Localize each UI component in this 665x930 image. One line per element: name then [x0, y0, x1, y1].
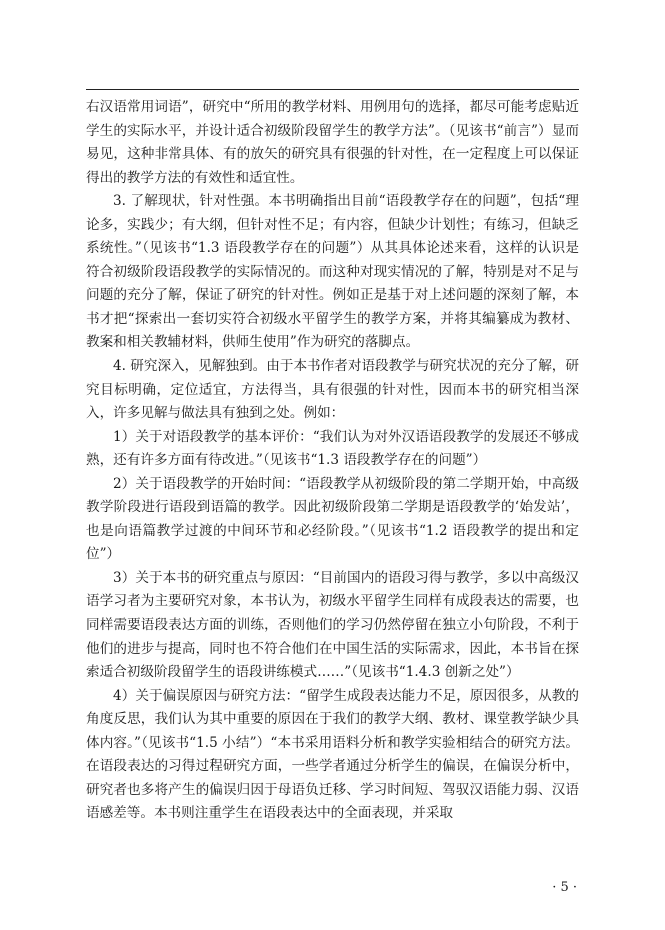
page-number: · 5 · [552, 880, 577, 895]
paragraph-item-3: 3）关于本书的研究重点与原因：“目前国内的语段习得与教学，多以中高级汉语学习者为主要研究对象，本书认为，初级水平留学生同样有成段表达的需要，也同样需要语段表达方面的训练，否则他们的学习仍然停留在独立小句阶段，不利于他们的进步与提高，同时也不符合他们在中国生活的实际需求，因此，本书旨在探索适合初级阶段留学生的语段讲练模式……”（见该书“1.4.3 创新之处”） [86, 569, 579, 681]
body-text [86, 96, 579, 826]
paragraph-item-1: 1）关于对语段教学的基本评价：“我们认为对外汉语语段教学的发展还不够成熟，还有许多方面有待改进。”（见该书“1.3 语段教学存在的问题”） [86, 428, 579, 469]
paragraph-continuation: 右汉语常用词语”，研究中“所用的教学材料、用例用句的选择，都尽可能考虑贴近学生的实际水平，并设计适合初级阶段留学生的教学方法”。（见该书“前言”）显而易见，这种非常具体、有的放矢的研究具有很强的针对性，在一定程度上可以保证得出的教学方法的有效性和适宜性。 [86, 99, 579, 186]
paragraph-point-3: 3. 了解现状，针对性强。本书明确指出目前“语段教学存在的问题”，包括“理论多，实践少；有大纲，但针对性不足；有内容，但缺少计划性；有练习，但缺乏系统性。”（见该书“1.3 语段教学存在的问题”）从其具体论述来看，这样的认识是符合初级阶段语段教学的实际情况的。而这种对现实情况的了解，特别是对不足与问题的充分了解，保证了研究的针对性。例如正是基于对上述问题的深刻了解，本书才把“探索出一套切实符合初级水平留学生的教学方案，并将其编纂成为教材、教案和相关教辅材料，供师生使用”作为研究的落脚点。 [86, 193, 579, 351]
paragraph-point-4: 4. 研究深入，见解独到。由于本书作者对语段教学与研究状况的充分了解，研究目标明确，定位适宜，方法得当，具有很强的针对性，因而本书的研究相当深入，许多见解与做法具有独到之处。例如： [86, 358, 579, 422]
paragraph-item-2: 2）关于语段教学的开始时间：“语段教学从初级阶段的第二学期开始，中高级教学阶段进行语段到语篇的教学。因此初级阶段第二学期是语段教学的‘始发站’，也是向语篇教学过渡的中间环节和必经阶段。”（见该书“1.2 语段教学的提出和定位”） [86, 475, 579, 563]
header-rule [86, 89, 579, 90]
paragraph-item-4: 4）关于偏误原因与研究方法：“留学生成段表达能力不足，原因很多，从教的角度反思，我们认为其中重要的原因在于我们的教学大纲、教材、课堂教学缺少具体内容。”（见该书“1.5 小结”）“本书采用语料分析和教学实验相结合的研究方法。在语段表达的习得过程研究方面，一些学者通过分析学生的偏误，在偏误分析中，研究者也多将产生的偏误归因于母语负迁移、学习时间短、驾驭汉语能力弱、汉语语感差等。本书则注重学生在语段表达中的全面表现，并采取 [86, 687, 579, 822]
